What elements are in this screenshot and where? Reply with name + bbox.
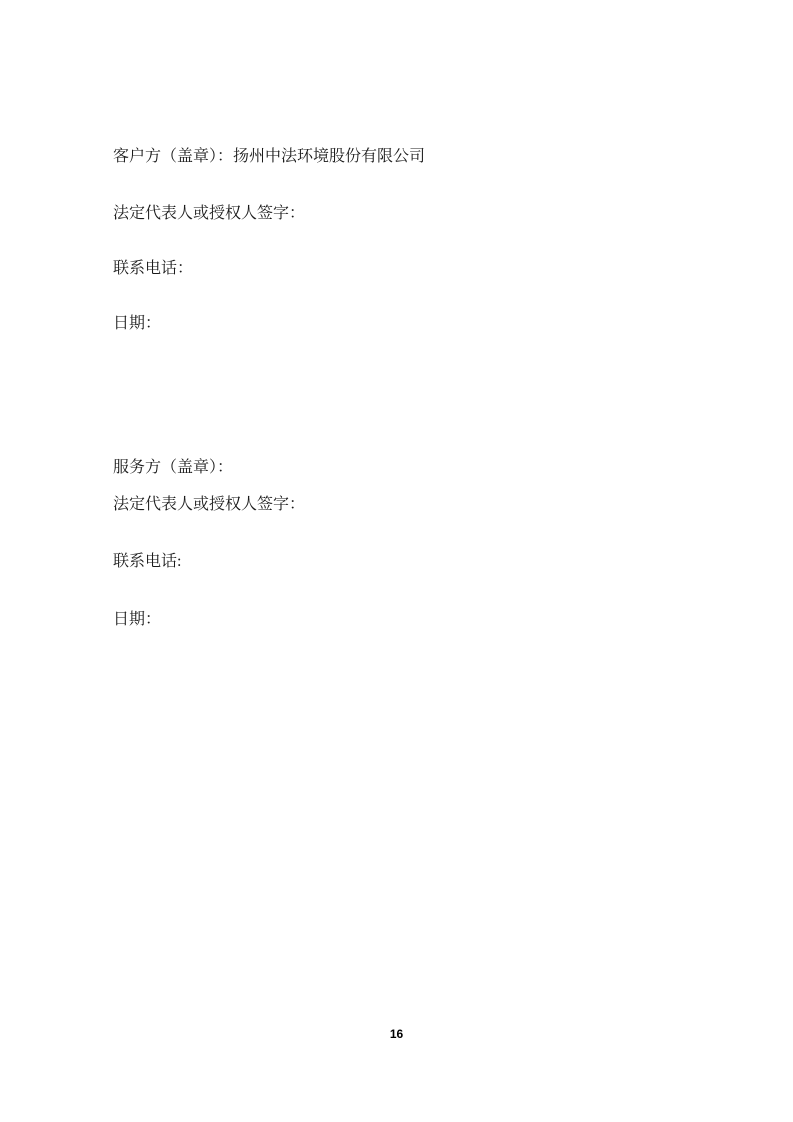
spacer	[113, 168, 683, 203]
client-signature-block	[113, 146, 683, 335]
spacer	[113, 225, 683, 258]
spacer	[113, 573, 683, 609]
spacer	[113, 280, 683, 313]
service-signature-line: 法定代表人或授权人签字：	[113, 496, 306, 513]
service-phone-line: 联系电话:	[113, 553, 182, 570]
spacer	[113, 479, 683, 494]
page-number: 16	[389, 1027, 404, 1041]
service-seal-line: 服务方（盖章）：	[113, 459, 234, 476]
client-date-line: 日期：	[113, 315, 162, 332]
client-phone-line: 联系电话：	[113, 260, 194, 277]
spacer	[113, 516, 683, 551]
block-spacer	[113, 335, 683, 457]
service-date-line: 日期：	[113, 611, 162, 628]
signature-section	[113, 146, 683, 631]
client-seal-line: 客户方（盖章）：扬州中法环境股份有限公司	[113, 148, 426, 165]
client-signature-line: 法定代表人或授权人签字：	[113, 205, 306, 222]
service-signature-block	[113, 457, 683, 631]
